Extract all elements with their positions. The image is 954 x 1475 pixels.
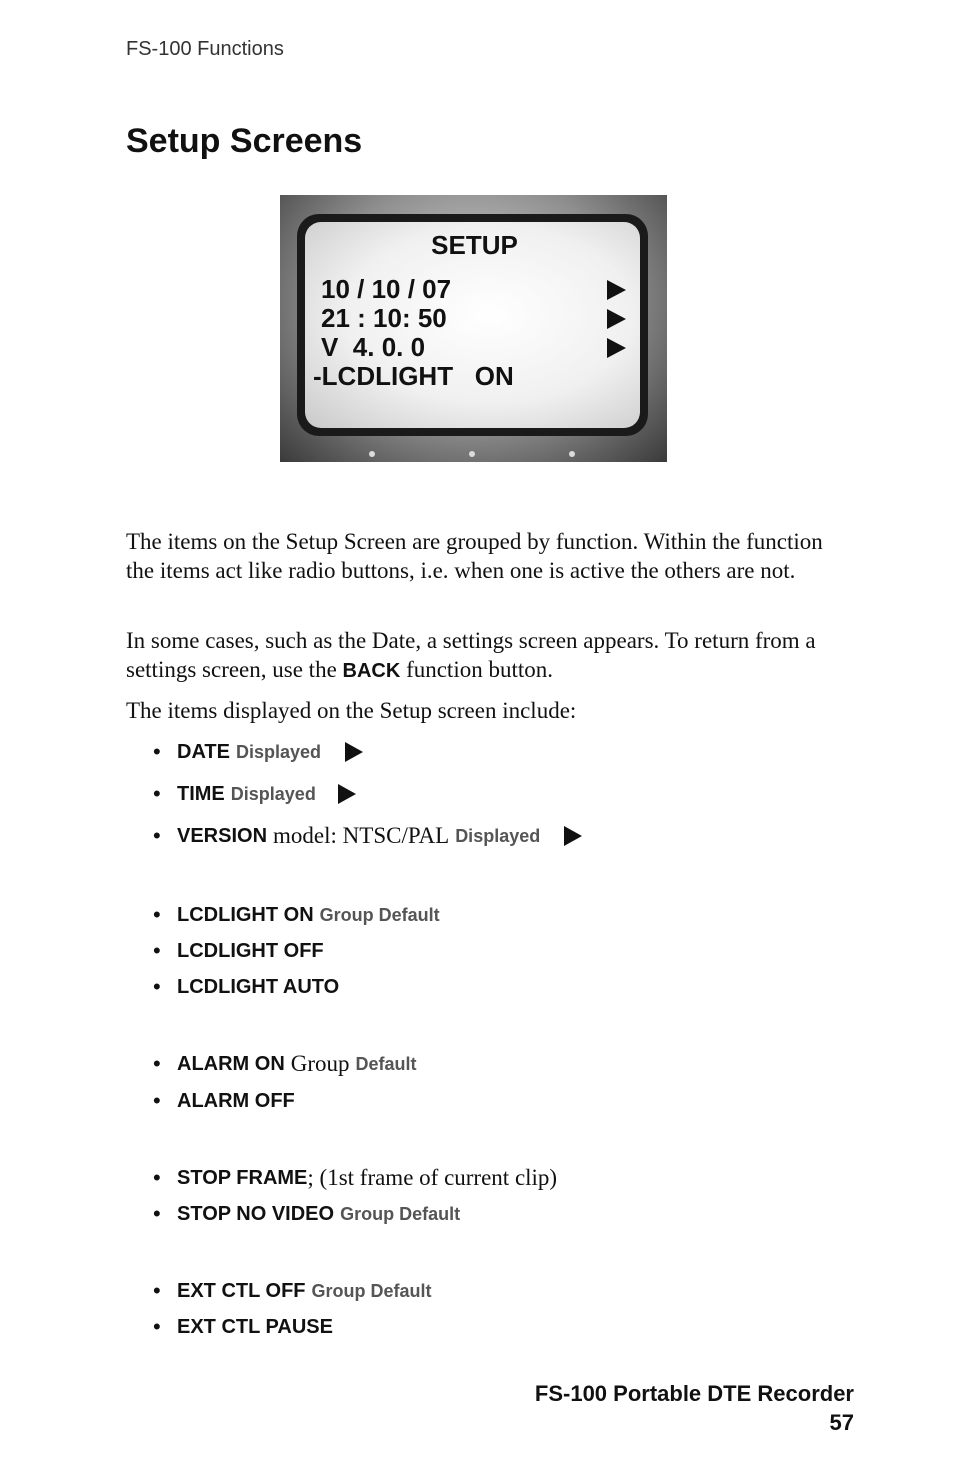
page-number: 57 [829,1410,854,1435]
indicator-dot [569,451,575,457]
list-item-ext-ctl-pause [153,1312,333,1342]
item-label: LCDLIGHT ON [177,903,314,926]
indicator-dot [469,451,475,457]
list-item-lcdlight-on [153,900,440,930]
right-arrow-icon [564,826,582,846]
paragraph-text: In some cases, such as the Date, a settings screen appears. To return from a settings screen, use the [126,628,816,682]
right-arrow-icon [607,280,626,300]
bullet-marker: • [153,902,161,927]
item-note: Default [355,1053,417,1074]
back-keyword: BACK [342,660,401,682]
right-arrow-icon [607,338,626,358]
item-label: EXT CTL PAUSE [177,1315,333,1338]
lcd-title: SETUP [431,230,518,260]
list-item-ext-ctl-off [153,1276,432,1306]
bullet-marker: • [153,1201,161,1226]
item-label: STOP FRAME [177,1166,308,1189]
paragraph-items-intro: The items displayed on the Setup screen include: [126,698,577,723]
list-item-date [153,737,363,767]
bullet-marker: • [153,1278,161,1303]
item-label: DATE [177,740,230,763]
indicator-dot [369,451,375,457]
lcd-bezel [297,214,648,436]
footer-title: FS-100 Portable DTE Recorder [534,1381,854,1406]
bullet-marker: • [153,1165,161,1190]
paragraph-grouping: The items on the Setup Screen are grouped by function. Within the function the items act like radio buttons, i.e. when one is active the others are not. [126,529,823,583]
item-note: Group Default [311,1280,432,1301]
bullet-marker: • [153,739,161,764]
item-label: TIME [177,782,225,805]
running-header: FS-100 Functions [126,38,284,60]
item-note: Group Default [340,1203,461,1224]
item-label: VERSION [177,824,268,847]
lcd-device-image [280,195,667,462]
bullet-marker: • [153,823,161,848]
item-serif-note: Group [290,1051,350,1076]
item-label: ALARM OFF [177,1089,295,1112]
bullet-marker: • [153,974,161,999]
page-title: Setup Screens [126,122,363,160]
item-note: Displayed [455,825,541,846]
item-label: EXT CTL OFF [177,1279,306,1302]
paragraph-text: function button. [400,657,553,682]
list-item-alarm-off [153,1086,295,1116]
list-item-stop-no-video [153,1199,460,1229]
list-item-lcdlight-off [153,936,324,966]
item-label: LCDLIGHT OFF [177,939,324,962]
lcd-screen [305,222,640,428]
list-item-alarm-on [153,1049,417,1079]
list-item-lcdlight-auto [153,972,339,1002]
lcd-row-date: 10 / 10 / 07 [321,274,452,304]
right-arrow-icon [345,742,363,762]
list-item-version [153,821,582,851]
right-arrow-icon [338,784,356,804]
item-serif-note: model: NTSC/PAL [273,823,450,848]
list-item-stop-frame [153,1163,557,1193]
bullet-marker: • [153,1051,161,1076]
lcd-row-lcdlight: -LCDLIGHT ON [313,361,514,391]
item-label: LCDLIGHT AUTO [177,975,340,998]
item-serif-note: ; (1st frame of current clip) [307,1165,558,1190]
right-arrow-icon [607,309,626,329]
item-label: ALARM ON [177,1052,285,1075]
lcd-row-time: 21 : 10: 50 [321,303,447,333]
paragraph-settings-screen [126,626,856,686]
item-note: Group Default [319,904,440,925]
item-note: Displayed [230,783,316,804]
bullet-marker: • [153,1314,161,1339]
item-label: STOP NO VIDEO [177,1202,335,1225]
item-note: Displayed [235,741,322,762]
lcd-row-version: V 4. 0. 0 [321,332,426,362]
bullet-marker: • [153,781,161,806]
bullet-marker: • [153,938,161,963]
list-item-time [153,779,356,809]
bullet-marker: • [153,1088,161,1113]
